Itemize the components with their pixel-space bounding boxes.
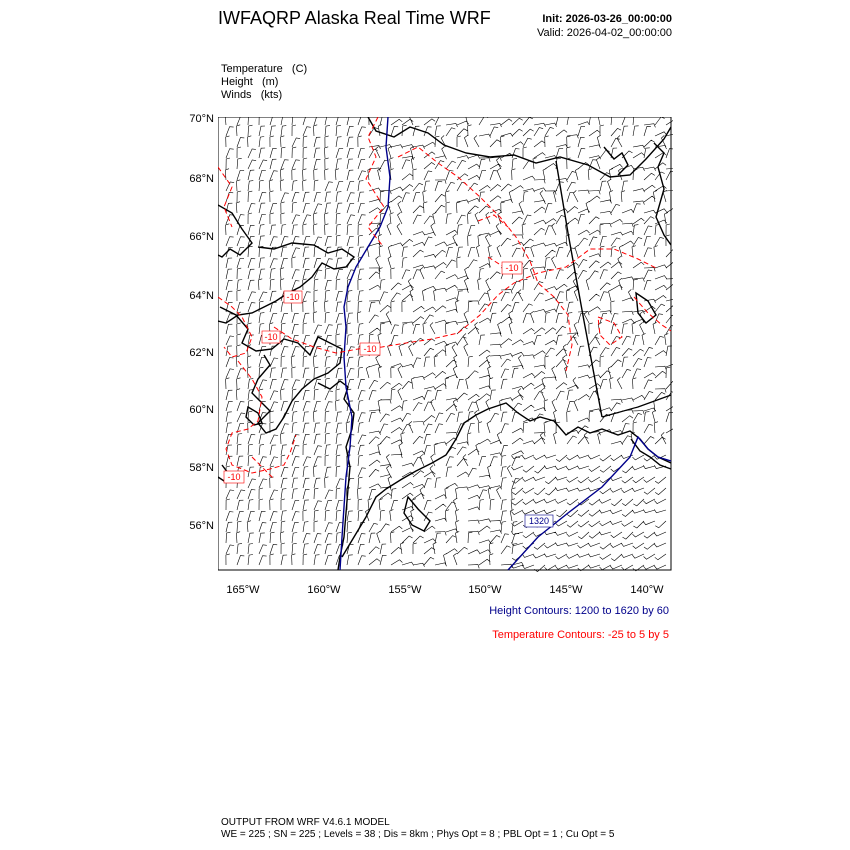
- height-contour-note: Height Contours: 1200 to 1620 by 60: [489, 605, 669, 617]
- lat-label-70: 70°N: [189, 113, 214, 125]
- lat-label-68: 68°N: [189, 173, 214, 185]
- lon-label-165: 165°W: [226, 584, 260, 596]
- temp-label-a: -10: [505, 263, 519, 273]
- lon-label-160: 160°W: [307, 584, 341, 596]
- field-list: [221, 63, 307, 102]
- valid-time: Valid: 2026-04-02_00:00:00: [537, 27, 672, 39]
- map-panel: [218, 117, 673, 572]
- field-temperature: Temperature (C): [221, 63, 308, 75]
- lat-label-64: 64°N: [189, 290, 214, 302]
- lon-label-140: 140°W: [630, 584, 664, 596]
- lat-label-62: 62°N: [189, 347, 214, 359]
- chart-title: IWFAQRP Alaska Real Time WRF: [218, 8, 491, 28]
- footer-model: OUTPUT FROM WRF V4.6.1 MODEL: [221, 817, 390, 828]
- temp-label-b: -10: [363, 344, 377, 354]
- field-winds: Winds (kts): [221, 89, 283, 101]
- lat-label-60: 60°N: [189, 404, 214, 416]
- footer-config: WE = 225 ; SN = 225 ; Levels = 38 ; Dis = 8km ; Phys Opt = 8 ; PBL Opt = 1 ; Cu Opt = 5: [221, 829, 615, 840]
- lat-label-58: 58°N: [189, 462, 214, 474]
- lon-label-145: 145°W: [549, 584, 583, 596]
- lat-label-66: 66°N: [189, 231, 214, 243]
- lat-label-56: 56°N: [189, 520, 214, 532]
- lon-label-155: 155°W: [388, 584, 422, 596]
- temp-label-e: -10: [227, 472, 241, 482]
- temp-label-c: -10: [264, 332, 278, 342]
- temp-label-d: -10: [286, 292, 300, 302]
- height-label-1320: 1320: [528, 516, 550, 526]
- lon-label-150: 150°W: [468, 584, 502, 596]
- init-time: Init: 2026-03-26_00:00:00: [542, 13, 672, 25]
- temperature-contour-note: Temperature Contours: -25 to 5 by 5: [492, 629, 669, 641]
- map-frame: [218, 117, 671, 570]
- field-height: Height (m): [221, 76, 279, 88]
